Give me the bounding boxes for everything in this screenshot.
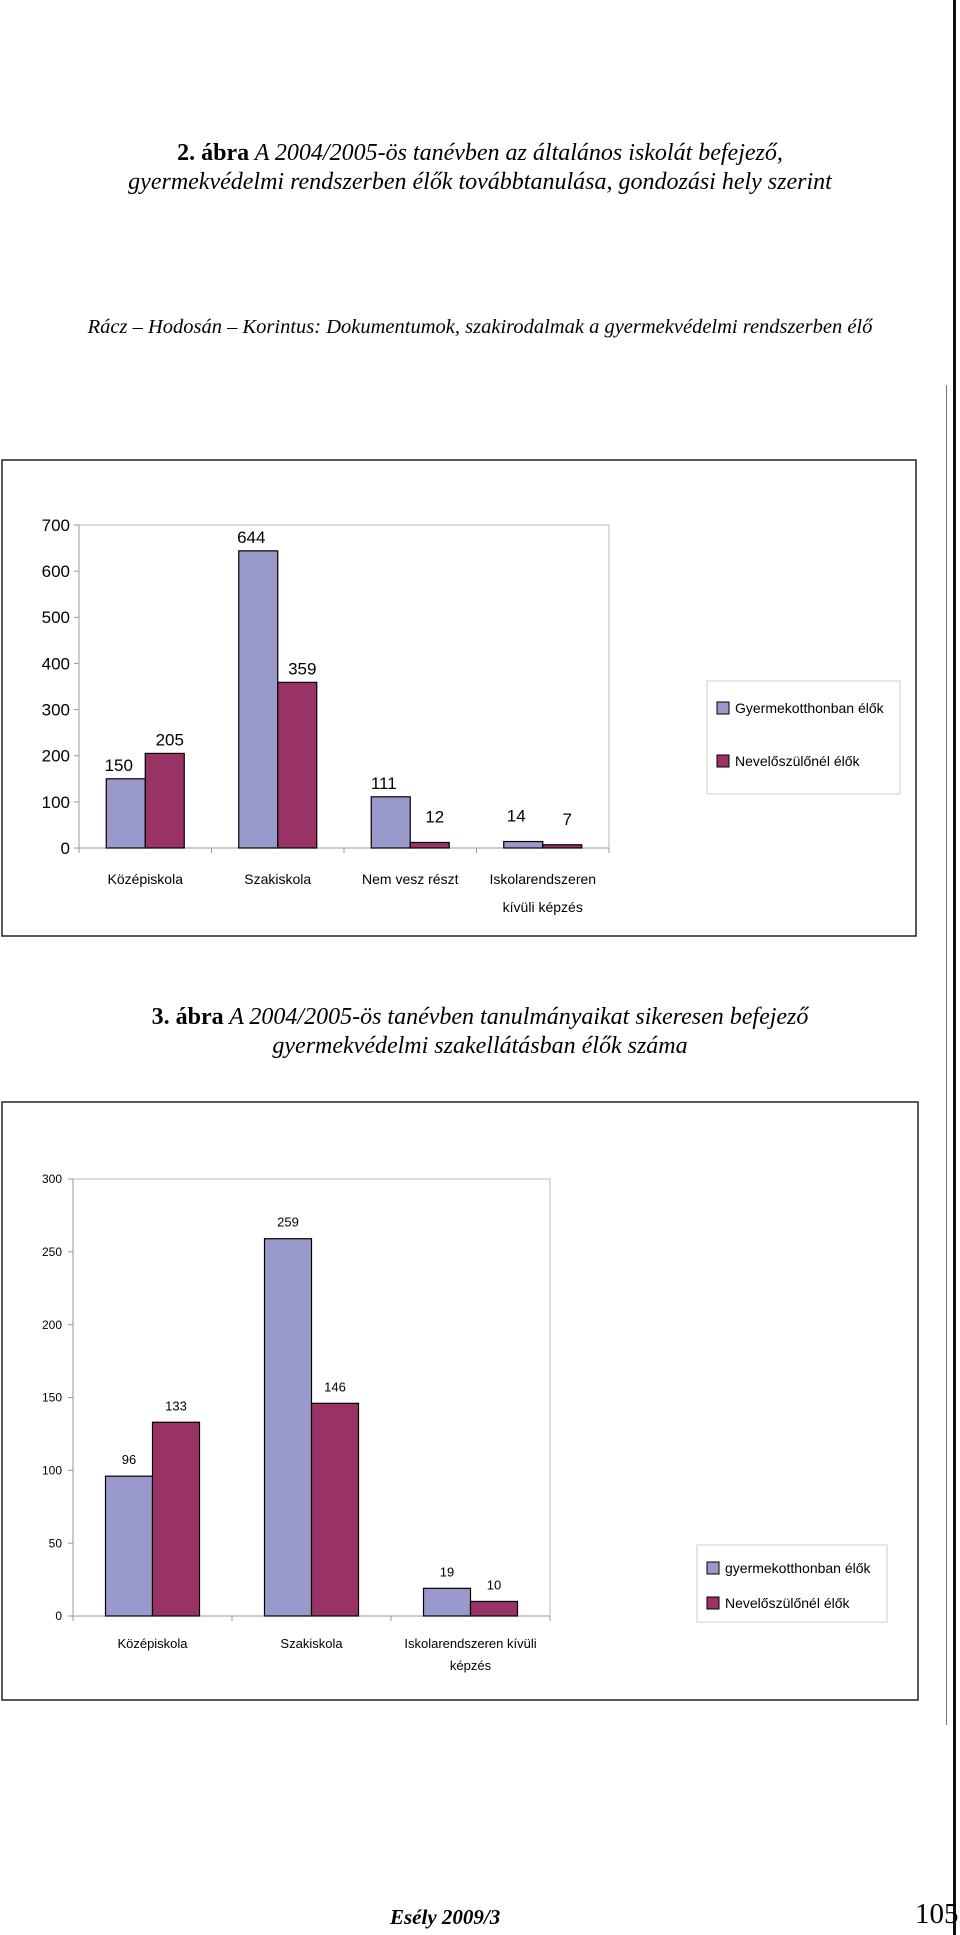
- fig2-category-label: Iskolarendszeren: [489, 871, 597, 887]
- fig2-bar: [145, 753, 184, 848]
- fig2-y-tick-label: 300: [41, 700, 70, 720]
- fig3-category-label: Szakiskola: [280, 1636, 343, 1651]
- fig3-bar: [265, 1239, 312, 1616]
- fig3-y-tick-label: 150: [41, 1390, 62, 1405]
- fig2-bar: [410, 842, 449, 848]
- fig3-data-label: 10: [486, 1577, 502, 1593]
- fig2-y-tick-label: 0: [60, 838, 70, 858]
- fig2-y-tick-label: 700: [41, 515, 70, 535]
- fig2-y-tick-label: 600: [41, 562, 70, 582]
- figure3-caption: [0, 1003, 960, 1061]
- fig2-category-label: kívüli képzés: [502, 899, 583, 915]
- fig3-bar: [106, 1476, 153, 1616]
- fig2-y-tick-label: 200: [41, 746, 70, 766]
- fig2-bar: [106, 779, 145, 848]
- figure3-caption-line2: gyermekvédelmi szakellátásban élők száma: [272, 1033, 688, 1059]
- figure3-caption-line1: A 2004/2005-ös tanévben tanulmányaikat sikeresen befejező: [229, 1004, 809, 1030]
- fig2-bar: [371, 797, 410, 848]
- fig2-legend-label: Nevelőszülőnél élők: [735, 753, 860, 769]
- fig2-legend-swatch: [717, 755, 729, 767]
- fig2-data-label: 205: [155, 730, 184, 750]
- fig2-category-label: Középiskola: [107, 871, 183, 887]
- fig2-y-tick-label: 100: [41, 792, 70, 812]
- fig3-category-label: Középiskola: [117, 1636, 188, 1651]
- fig2-category-label: Nem vesz részt: [362, 871, 459, 887]
- fig3-data-label: 133: [165, 1398, 187, 1414]
- fig3-category-label: Iskolarendszeren kívüli: [404, 1636, 537, 1651]
- figure2-number: 2. ábra: [177, 140, 250, 166]
- running-header: Rácz – Hodosán – Korintus: Dokumentumok, szakirodalmak a gyermekvédelmi rendszerben élő: [87, 316, 873, 338]
- fig2-category-label: Szakiskola: [244, 871, 312, 887]
- fig2-data-label: 12: [425, 807, 445, 827]
- page-edge-line: [953, 0, 956, 1935]
- page-number: 105: [915, 1898, 959, 1930]
- figure3-number: 3. ábra: [151, 1004, 224, 1030]
- fig2-bar: [278, 682, 317, 848]
- fig2-legend-box: [707, 681, 900, 794]
- fig2-y-tick-label: 400: [41, 654, 70, 674]
- fig2-data-label: 359: [288, 659, 317, 679]
- fig3-legend-label: Nevelőszülőnél élők: [725, 1595, 850, 1611]
- fig3-data-label: 259: [277, 1214, 299, 1230]
- fig2-data-label: 7: [562, 809, 572, 829]
- fig3-y-tick-label: 100: [41, 1463, 62, 1478]
- fig3-y-tick-label: 200: [41, 1317, 62, 1332]
- chart-figure3: [0, 1100, 920, 1702]
- fig2-y-tick-label: 500: [41, 608, 70, 628]
- chart-figure3-svg: [0, 1100, 920, 1702]
- fig2-data-label: 150: [104, 755, 133, 775]
- fig3-legend-label: gyermekotthonban élők: [725, 1560, 871, 1576]
- fig3-y-tick-label: 300: [41, 1172, 62, 1187]
- fig3-legend-swatch: [707, 1562, 719, 1574]
- fig2-bar: [504, 842, 543, 848]
- fig3-data-label: 96: [121, 1452, 137, 1468]
- fig2-data-label: 14: [506, 806, 526, 826]
- footer-journal: Esély 2009/3: [390, 1905, 501, 1929]
- fig3-y-tick-label: 0: [55, 1609, 62, 1624]
- figure2-caption-line2: gyermekvédelmi rendszerben élők továbbtanulása, gondozási hely szerint: [128, 169, 832, 195]
- fig3-category-label: képzés: [449, 1658, 492, 1673]
- fig3-bar: [153, 1422, 200, 1616]
- fig3-y-tick-label: 250: [41, 1245, 62, 1260]
- figure2-caption-line1: A 2004/2005-ös tanévben az általános iskolát befejező,: [254, 140, 783, 166]
- fig3-data-label: 146: [324, 1379, 346, 1395]
- fig3-bar: [471, 1601, 518, 1616]
- fig2-data-label: 644: [237, 527, 266, 547]
- figure2-caption: [0, 139, 960, 197]
- fig3-bar: [424, 1588, 471, 1616]
- fig2-bar: [543, 845, 582, 848]
- fig3-data-label: 19: [439, 1564, 455, 1580]
- chart-figure2: [0, 458, 920, 938]
- fig2-legend-swatch: [717, 702, 729, 714]
- fig2-legend-label: Gyermekotthonban élők: [735, 700, 884, 716]
- chart-figure2-svg: [0, 458, 920, 938]
- fig2-bar: [239, 551, 278, 848]
- fig2-data-label: 111: [370, 773, 397, 793]
- fig3-legend-swatch: [707, 1597, 719, 1609]
- fig3-y-tick-label: 50: [48, 1536, 62, 1551]
- fig3-bar: [312, 1403, 359, 1616]
